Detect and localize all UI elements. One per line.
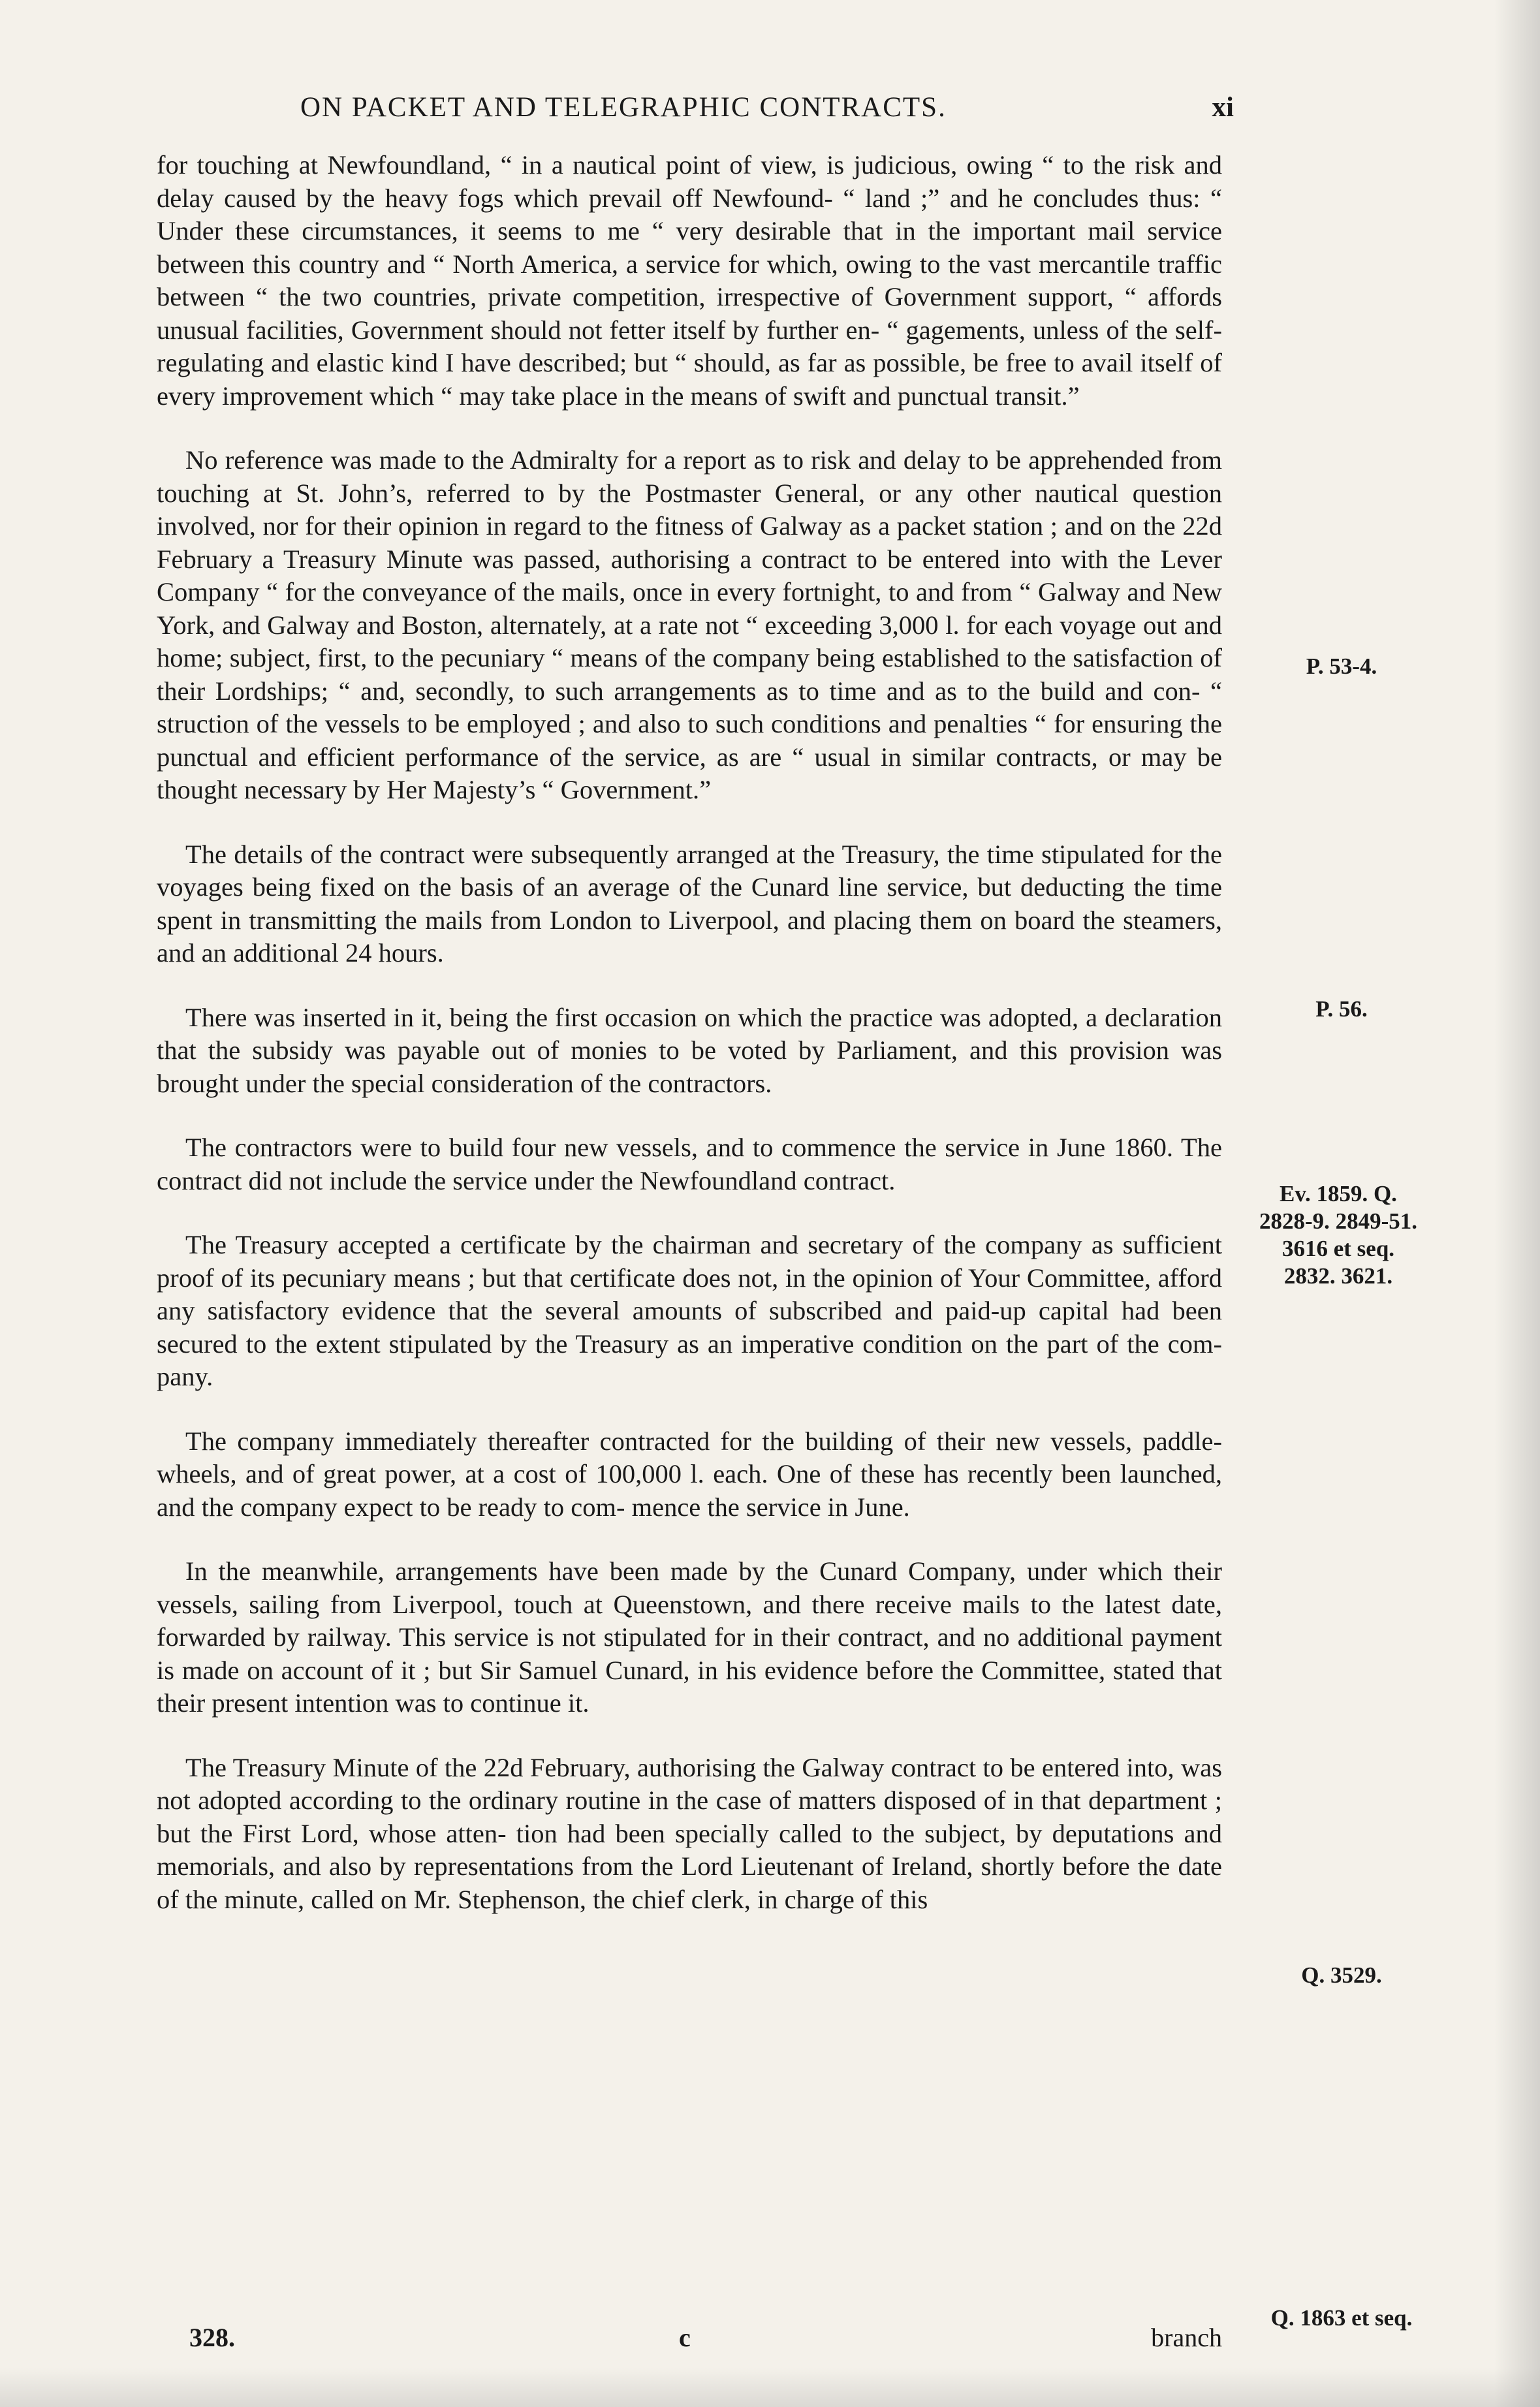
margin-notes bbox=[1244, 0, 1439, 2407]
paragraph-text: No reference was made to the Admiralty for a report as to risk and delay to be apprehended from touching at St. John’s, referred to by the Postmaster General, or any other nautical question involved, nor for their opinion in regard to the fitness of Galway as a packet station ; and on the 22d February a Treasury Minute was passed, authorising a contract to be entered into with the Lever Company “ for the conveyance of the mails, once in every fortnight, to and from “ Galway and New York, and Galway and Boston, alternately, at a rate not “ exceeding 3,000 l. for each voyage out and home; subject, first, to the pecuniary “ means of the company being established to the satisfaction of their Lordships; “ and, secondly, to such arrangements as to time and as to the build and con- “ struction of the vessels to be employed ; and also to such conditions and penalties “ for ensuring the punctual and efficient performance of the service, as are “ usual in similar contracts, or may be thought necessary by Her Majesty’s “ Government.” bbox=[157, 445, 1222, 804]
margin-note: P. 56. bbox=[1315, 996, 1368, 1022]
signature-letter: c bbox=[679, 2323, 691, 2352]
paragraph-text: for touching at Newfoundland, “ in a nautical point of view, is judicious, owing “ to the risk and delay caused by the heavy fogs which prevail off Newfound- “ land ;” and he concludes thus: “ Under these circumstances, it seems to me “ very desirable that in the important mail service between this country and “ North America, a service for which, owing to the vast mercantile traffic between “ the two countries, private competition, irrespective of Government support, “ affords unusual facilities, Government should not fetter itself by further en- “ gagements, unless of the self-regulating and elastic kind I have described; but “ should, as far as possible, be free to avail itself of every improvement which “ may take place in the means of swift and punctual transit.” bbox=[157, 150, 1222, 411]
paragraph-text: The company immediately thereafter contracted for the building of their new vessels, paddle-wheels, and of great power, at a cost of 100,000 l. each. One of these has recently been launched, and the company expect to be ready to com- mence the service in June. bbox=[157, 1426, 1222, 1522]
paragraph bbox=[157, 444, 1222, 807]
running-title: ON PACKET AND TELEGRAPHIC CONTRACTS. bbox=[300, 92, 947, 123]
body-text bbox=[157, 149, 1222, 1947]
page-header bbox=[157, 91, 1234, 131]
paragraph bbox=[157, 1131, 1222, 1197]
paragraph bbox=[157, 1001, 1222, 1101]
paragraph bbox=[157, 1752, 1222, 1917]
paragraph bbox=[157, 838, 1222, 970]
paragraph-text: The details of the contract were subsequently arranged at the Treasury, the time stipulated for the voyages being fixed on the basis of an average of the Cunard line service, but deducting the time spent in transmitting the mails from London to Liverpool, and placing them on board the steamers, and an additional 24 hours. bbox=[157, 839, 1222, 968]
paragraph-text: The Treasury Minute of the 22d February, authorising the Galway contract to be entered into, was not adopted according to the ordinary routine in the case of matters disposed of in that department ; but the First Lord, whose atten- tion had been specially called to the subject, by deputations and memorials, and also by representations from the Lord Lieutenant of Ireland, shortly before the date of the minute, called on Mr. Stephenson, the chief clerk, in charge of this bbox=[157, 1752, 1222, 1914]
paragraph bbox=[157, 1425, 1222, 1524]
page-edge-shadow bbox=[1494, 0, 1540, 2407]
paragraph bbox=[157, 149, 1222, 413]
paragraph bbox=[157, 1555, 1222, 1720]
signature-number: 328. bbox=[189, 2323, 235, 2352]
margin-note: Q. 3529. bbox=[1301, 1962, 1382, 1988]
paragraph-text: There was inserted in it, being the first occasion on which the practice was adopted, a declaration that the subsidy was payable out of monies to be voted by Parliament, and this provision was brought under the special consideration of the contractors. bbox=[157, 1002, 1222, 1098]
margin-note: P. 53-4. bbox=[1306, 653, 1377, 679]
catchword: branch bbox=[1151, 2323, 1222, 2352]
paragraph bbox=[157, 1229, 1222, 1394]
margin-note: Ev. 1859. Q. 2828-9. 2849-51. 3616 et seq. 2832. 3621. bbox=[1259, 1181, 1418, 1289]
paragraph-text: In the meanwhile, arrangements have been made by the Cunard Company, under which their vessels, sailing from Liverpool, touch at Queenstown, and there receive mails to the latest date, forwarded by railway. This service is not stipulated for in their contract, and no additional payment is made on account of it ; but Sir Samuel Cunard, in his evidence before the Committee, stated that their present intention was to continue it. bbox=[157, 1556, 1222, 1718]
paragraph-text: The Treasury accepted a certificate by the chairman and secretary of the company as sufficient proof of its pecuniary means ; but that certificate does not, in the opinion of Your Committee, afford any satisfactory evidence that the several amounts of subscribed and paid-up capital had been secured to the extent stipulated by the Treasury as an imperative condition on the part of the com- pany. bbox=[157, 1230, 1222, 1391]
paragraph-text: The contractors were to build four new vessels, and to commence the service in June 1860. The contract did not include the service under the Newfoundland contract. bbox=[157, 1133, 1222, 1195]
margin-note: Q. 1863 et seq. bbox=[1270, 2305, 1413, 2331]
page-footer bbox=[157, 2322, 1222, 2361]
page-number: xi bbox=[1212, 92, 1234, 123]
